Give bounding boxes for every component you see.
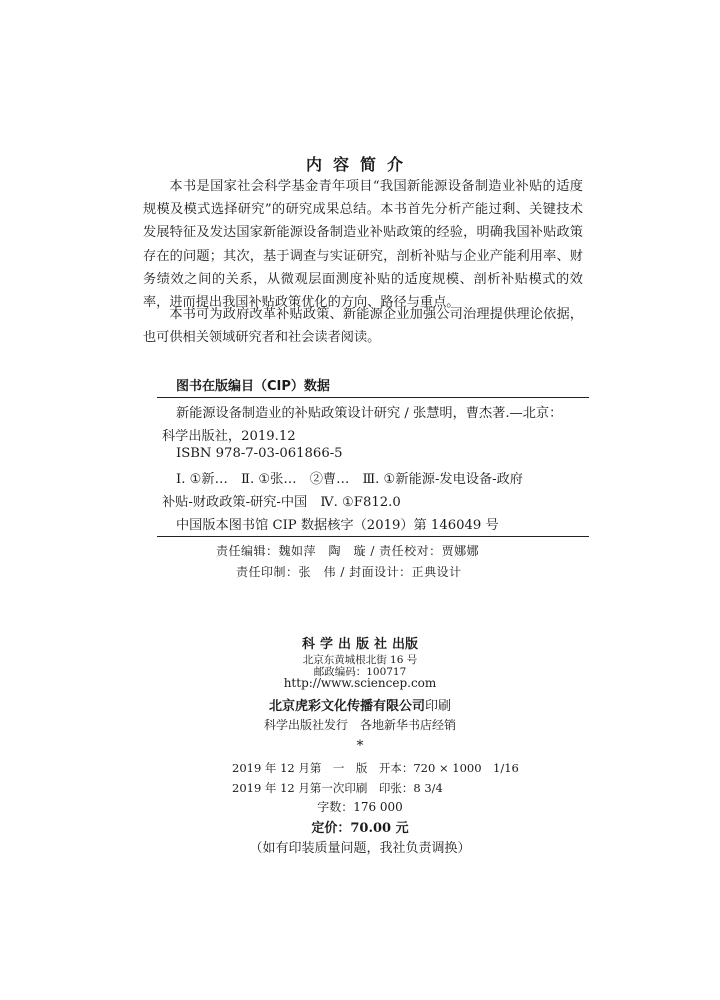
edition-line: 2019 年 12 月第 一 版 开本：720 × 1000 1/16 [232, 761, 519, 775]
credits-line-2: 责任印制：张 伟 / 封面设计：正典设计 [236, 565, 462, 579]
publisher-name-suffix: 出版 [392, 637, 419, 652]
cip-heading: 图书在版编目（CIP）数据 [176, 379, 330, 394]
cip-top-rule [157, 397, 589, 398]
cip-line-1: 新能源设备制造业的补贴政策设计研究 / 张慧明，曹杰著.—北京： [176, 406, 563, 421]
publisher-name [0, 633, 720, 652]
summary-paragraph-1: 本书是国家社会科学基金青年项目“我国新能源设备制造业补贴的适度规模及模式选择研究”的研究成果总结。本书首先分析产能过剩、关键技术发展特征及发达国家新能源设备制造业补贴政策的经验，明确我国补贴政策存在的问题；其次，基于调查与实证研究，剖析补贴与企业产能利用率、财务绩效之间的关系，从微观层面测度补贴的适度规模、剖析补贴模式的效率，进而提出我国补贴政策优化的方向、路径与重点。 [143, 179, 583, 311]
cip-line-5: 补贴-财政政策-研究-中国 Ⅳ. ①F812.0 [162, 495, 401, 510]
printer-name: 北京虎彩文化传播有限公司 [268, 699, 425, 714]
divider-star: * [356, 738, 364, 754]
publisher-name-emph: 科学出版社 [301, 637, 392, 652]
cip-bottom-rule [157, 536, 589, 537]
publisher-address: 北京东黄城根北街 16 号 [302, 654, 418, 666]
summary-paragraph-2: 本书可为政府改革补贴政策、新能源企业加强公司治理提供理论依据，也可供相关领域研究者和社会读者阅读。 [143, 307, 583, 346]
cip-line-3: ISBN 978-7-03-061866-5 [176, 446, 343, 461]
quality-notice: （如有印装质量问题，我社负责调换） [249, 841, 471, 856]
distribution-line: 科学出版社发行 各地新华书店经销 [263, 718, 456, 732]
summary-title: 内容简介 [305, 155, 414, 174]
printing-line: 2019 年 12 月第一次印刷 印张：8 3/4 [232, 781, 443, 795]
printer-suffix: 印刷 [425, 699, 452, 714]
cip-line-4: Ⅰ. ①新… Ⅱ. ①张… ②曹… Ⅲ. ①新能源-发电设备-政府 [176, 472, 523, 487]
wordcount-line: 字数：176 000 [317, 800, 403, 814]
cip-line-6: 中国版本图书馆 CIP 数据核字（2019）第 146049 号 [176, 518, 499, 533]
publisher-url: http://www.sciencep.com [283, 676, 437, 690]
printer-line [0, 695, 720, 714]
price-line: 定价：70.00 元 [311, 821, 409, 836]
credits-line-1: 责任编辑：魏如萍 陶 璇 / 责任校对：贾娜娜 [216, 544, 480, 558]
publisher-postcode: 邮政编码：100717 [313, 666, 407, 678]
cip-line-2: 科学出版社，2019.12 [162, 429, 296, 444]
